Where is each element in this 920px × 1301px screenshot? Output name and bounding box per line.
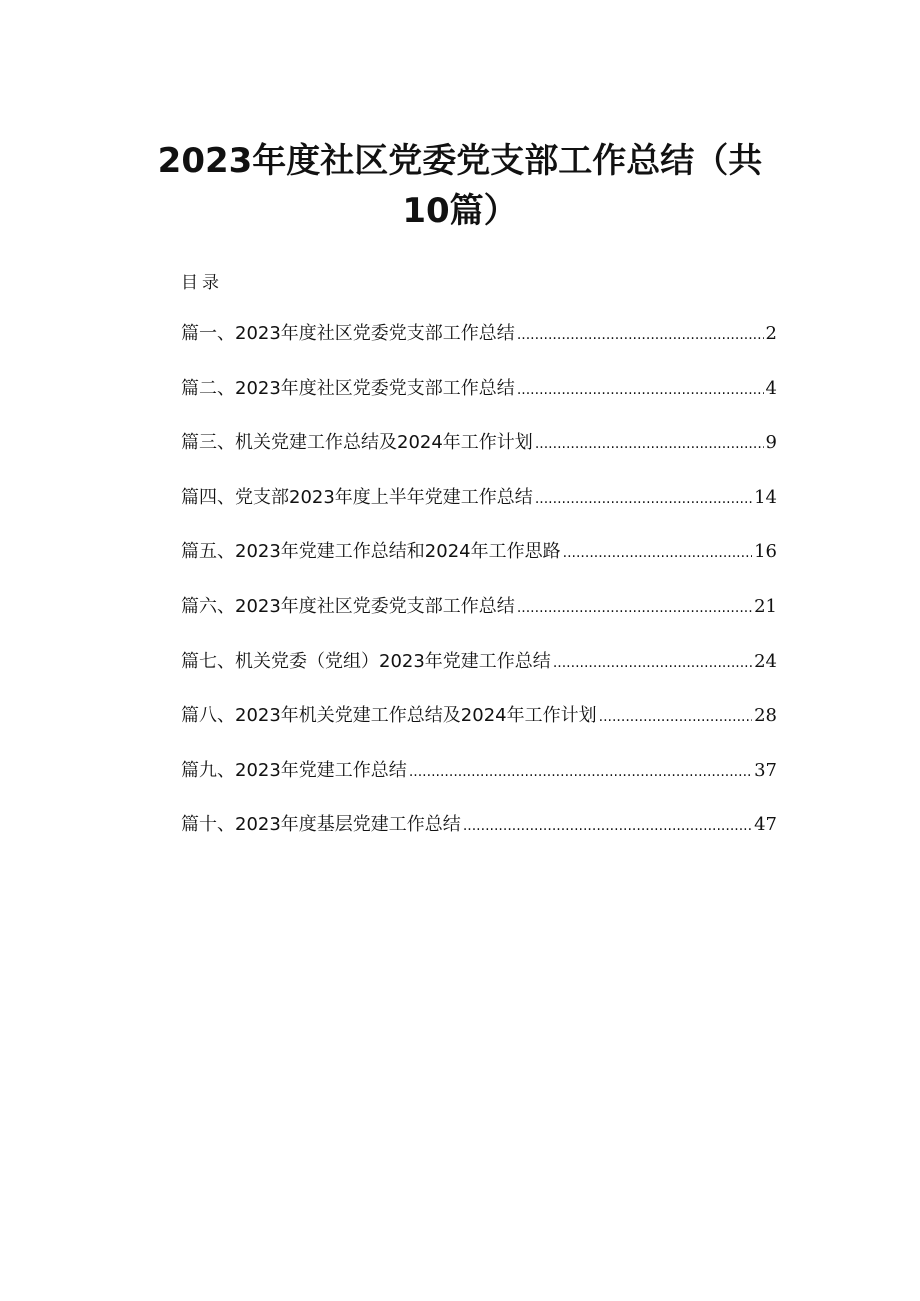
toc-dot-leader xyxy=(535,484,752,513)
toc-entry-9[interactable] xyxy=(181,757,777,812)
toc-dot-leader xyxy=(517,375,764,404)
toc-dot-leader xyxy=(409,757,752,786)
toc-dot-leader xyxy=(517,593,752,622)
toc-page-number: 21 xyxy=(754,595,777,617)
toc-entry-label: 篇一、2023年度社区党委党支部工作总结 xyxy=(181,323,515,344)
toc-dot-leader xyxy=(517,320,764,349)
toc-dot-leader xyxy=(563,538,752,567)
toc-dot-leader xyxy=(463,811,752,840)
toc-entry-1[interactable] xyxy=(181,320,777,375)
toc-page-number: 2 xyxy=(765,323,777,344)
toc-entry-label: 篇四、党支部2023年度上半年党建工作总结 xyxy=(181,486,533,508)
table-of-contents xyxy=(181,320,777,866)
toc-page-number: 37 xyxy=(754,759,777,781)
toc-heading: 目录 xyxy=(181,273,223,293)
toc-page-number: 16 xyxy=(754,541,777,563)
toc-entry-6[interactable] xyxy=(181,593,777,648)
toc-page-number: 9 xyxy=(765,432,777,454)
toc-page-number: 47 xyxy=(754,814,777,836)
toc-page-number: 14 xyxy=(754,486,777,508)
toc-entry-2[interactable] xyxy=(181,375,777,430)
toc-entry-10[interactable] xyxy=(181,811,777,866)
toc-dot-leader xyxy=(599,702,752,731)
document-title: 2023年度社区党委党支部工作总结（共10篇） xyxy=(157,141,763,231)
toc-entry-8[interactable] xyxy=(181,702,777,757)
toc-entry-5[interactable] xyxy=(181,538,777,593)
toc-entry-label: 篇三、机关党建工作总结及2024年工作计划 xyxy=(181,432,533,454)
toc-entry-label: 篇九、2023年党建工作总结 xyxy=(181,759,407,781)
toc-entry-label: 篇二、2023年度社区党委党支部工作总结 xyxy=(181,377,515,399)
toc-dot-leader xyxy=(553,648,752,677)
toc-entry-3[interactable] xyxy=(181,429,777,484)
toc-dot-leader xyxy=(535,429,764,458)
toc-entry-label: 篇五、2023年党建工作总结和2024年工作思路 xyxy=(181,541,561,563)
toc-entry-label: 篇六、2023年度社区党委党支部工作总结 xyxy=(181,595,515,617)
toc-entry-label: 篇八、2023年机关党建工作总结及2024年工作计划 xyxy=(181,705,597,727)
toc-entry-label: 篇七、机关党委（党组）2023年党建工作总结 xyxy=(181,650,551,672)
toc-page-number: 4 xyxy=(765,377,777,399)
toc-entry-label: 篇十、2023年度基层党建工作总结 xyxy=(181,814,461,836)
toc-page-number: 24 xyxy=(754,650,777,672)
toc-entry-4[interactable] xyxy=(181,484,777,539)
toc-page-number: 28 xyxy=(754,705,777,727)
toc-entry-7[interactable] xyxy=(181,648,777,703)
